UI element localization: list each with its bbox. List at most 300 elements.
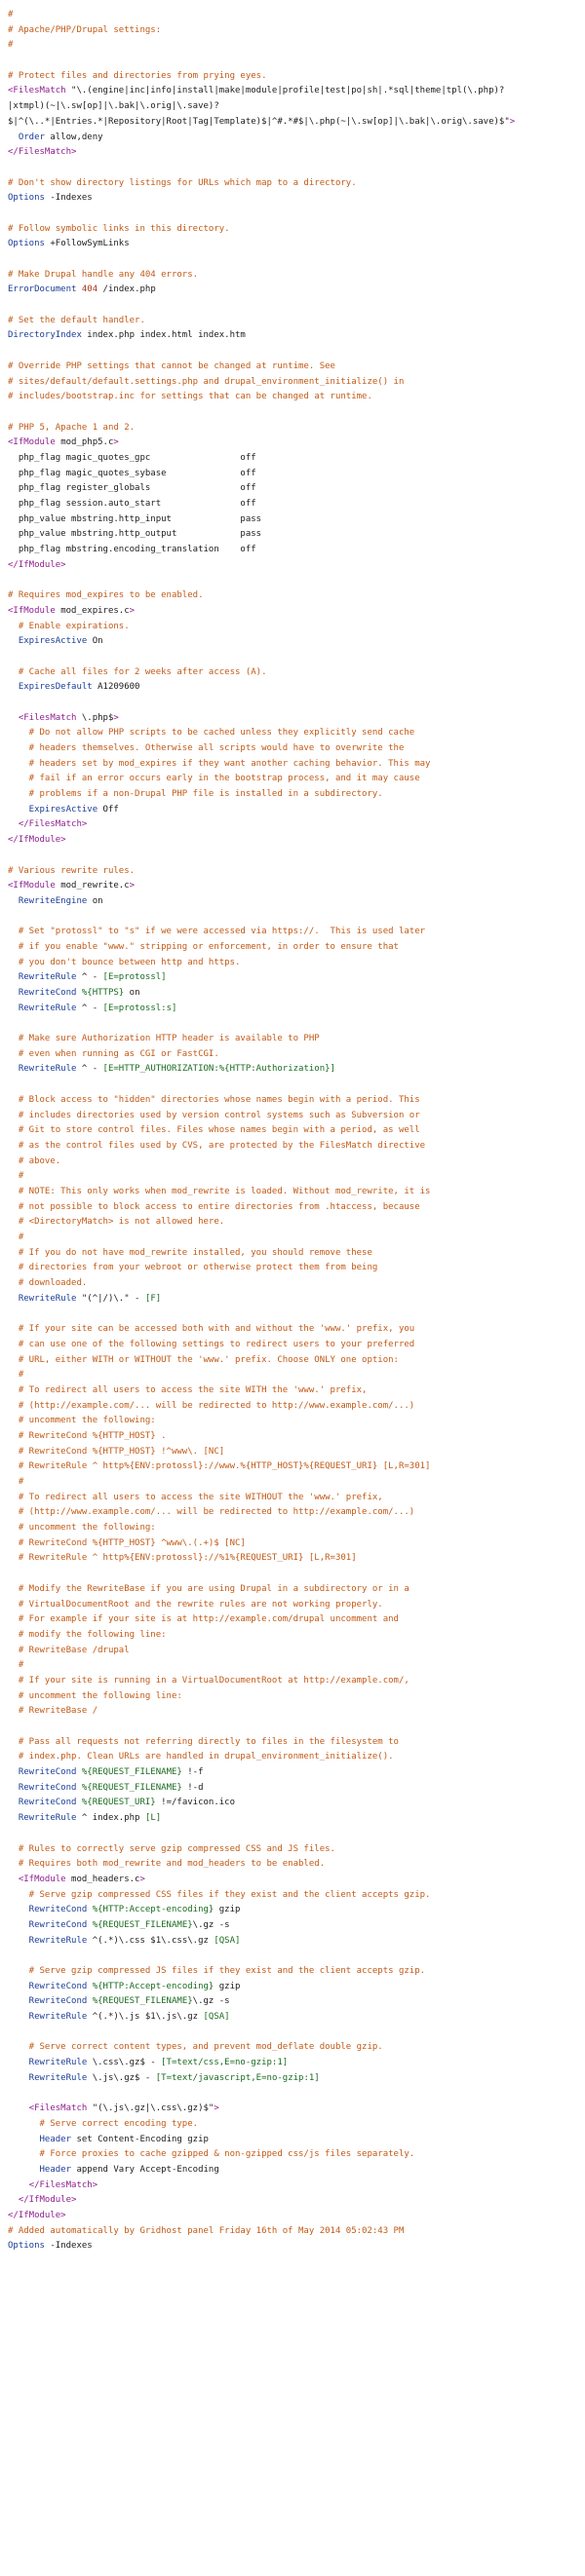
code-line: [8, 2102, 581, 2117]
code-line: [8, 1123, 581, 1139]
code-line: [8, 344, 581, 360]
code-line: [8, 1704, 581, 1720]
code-line: [8, 680, 581, 696]
plain-text: \.gz -s: [192, 1919, 230, 1930]
htaccess-code-listing: [8, 8, 581, 2254]
directive-keyword: RewriteCond: [8, 1996, 88, 2007]
plain-text: ^(.*)\.js $1\.js\.gz: [87, 2012, 204, 2023]
rewrite-variable: [L]: [144, 1813, 162, 1824]
code-line: [8, 772, 581, 787]
comment-text: # <DirectoryMatch> is not allowed here.: [8, 1217, 225, 1228]
comment-text: # Rules to correctly serve gzip compressed CSS and JS files.: [8, 1843, 335, 1854]
code-line: [8, 910, 581, 926]
plain-text: allow,deny: [44, 132, 103, 142]
code-line: [8, 2117, 581, 2133]
code-line: [8, 650, 581, 665]
comment-text: # If your site is running in a VirtualDocumentRoot at http://example.com/,: [8, 1675, 410, 1686]
code-line: [8, 131, 581, 146]
code-line: [8, 543, 581, 558]
code-line: [8, 634, 581, 650]
code-line: [8, 986, 581, 1002]
code-line: [8, 1674, 581, 1689]
plain-text: mod_rewrite.c: [55, 881, 130, 891]
comment-text: # above.: [8, 1155, 61, 1166]
plain-text: On: [87, 636, 103, 647]
code-line: [8, 864, 581, 880]
code-line: [8, 1873, 581, 1888]
code-line: [8, 970, 581, 986]
section-tag: </IfModule>: [8, 559, 66, 570]
section-tag: </IfModule>: [8, 2195, 77, 2206]
comment-text: # fail if an error occurs early in the bootstrap process, and it may cause: [8, 774, 420, 784]
rewrite-variable: %{HTTPS}: [76, 988, 125, 998]
directive-keyword: RewriteRule: [8, 972, 77, 983]
rewrite-variable: [T=text/css,E=no-gzip:1]: [161, 2058, 289, 2068]
code-line: [8, 1307, 581, 1322]
rewrite-variable: [QSA]: [214, 1935, 241, 1946]
code-line: [8, 2193, 581, 2209]
code-line: [8, 99, 581, 115]
directive-keyword: RewriteRule: [8, 2058, 88, 2068]
code-line: [8, 1964, 581, 1980]
code-line: [8, 314, 581, 329]
plain-text: gzip: [214, 1981, 241, 1991]
code-line: [8, 1612, 581, 1628]
code-line: [8, 1093, 581, 1109]
directive-keyword: RewriteCond: [8, 988, 77, 998]
code-line: [8, 787, 581, 803]
plain-text: \.gz -s: [192, 1996, 230, 2007]
directive-keyword: RewriteRule: [8, 1293, 77, 1304]
code-line: [8, 1002, 581, 1017]
comment-text: #: [8, 1660, 24, 1671]
plain-text: +FollowSymLinks: [44, 239, 130, 249]
plain-text: !-f: [181, 1767, 204, 1778]
code-line: [8, 451, 581, 467]
code-line: [8, 940, 581, 956]
plain-text: php_value mbstring.http_input pass: [8, 513, 262, 524]
comment-text: # For example if your site is at http://example.com/drupal uncomment and: [8, 1614, 399, 1625]
plain-text: set Content-Encoding gzip: [71, 2134, 209, 2144]
code-line: [8, 1292, 581, 1307]
code-line: [8, 1658, 581, 1674]
code-line: [8, 23, 581, 39]
section-tag: </FilesMatch>: [8, 819, 88, 830]
directive-keyword: Options: [8, 2241, 45, 2252]
comment-text: # Force proxies to cache gzipped & non-gzipped css/js files separately.: [8, 2149, 415, 2160]
rewrite-variable: [F]: [144, 1293, 162, 1304]
comment-text: # To redirect all users to access the site WITH the 'www.' prefix,: [8, 1384, 368, 1395]
comment-text: #: [8, 1477, 24, 1487]
comment-text: # RewriteBase /: [8, 1706, 98, 1717]
directive-keyword: Order: [8, 132, 45, 142]
code-line: [8, 817, 581, 833]
code-line: [8, 1796, 581, 1811]
code-line: [8, 1215, 581, 1231]
code-line: [8, 1644, 581, 1659]
code-line: [8, 2163, 581, 2178]
code-line: [8, 1322, 581, 1338]
code-line: [8, 527, 581, 543]
code-line: [8, 1842, 581, 1858]
code-line: [8, 1231, 581, 1246]
directive-keyword: ExpiresActive: [8, 636, 88, 647]
code-line: [8, 1445, 581, 1460]
section-tag: <IfModule: [8, 437, 56, 448]
code-line: [8, 1567, 581, 1582]
code-line: [8, 1139, 581, 1155]
code-line: [8, 1261, 581, 1276]
comment-text: # RewriteCond %{HTTP_HOST} ^www\.(.+)$ [NC]: [8, 1537, 246, 1548]
code-line: [8, 1353, 581, 1369]
comment-text: # headers set by mod_expires if they want another caching behavior. This may: [8, 758, 431, 769]
code-line: [8, 1475, 581, 1491]
code-line: [8, 1781, 581, 1797]
code-line: [8, 1338, 581, 1353]
code-line: [8, 1109, 581, 1124]
directive-keyword: RewriteCond: [8, 1767, 77, 1778]
code-line: [8, 1994, 581, 2010]
directive-keyword: DirectoryIndex: [8, 330, 82, 341]
code-line: [8, 1032, 581, 1047]
plain-text: !-d: [181, 1782, 204, 1793]
plain-text: mod_expires.c: [55, 605, 130, 616]
code-line: [8, 421, 581, 436]
code-line: [8, 1536, 581, 1552]
comment-text: #: [8, 10, 14, 19]
rewrite-variable: %{REQUEST_FILENAME}: [87, 1919, 193, 1930]
comment-text: # directories from your webroot or otherwise protect them from being: [8, 1263, 378, 1273]
code-line: [8, 237, 581, 252]
comment-text: # NOTE: This only works when mod_rewrite is loaded. Without mod_rewrite, it is: [8, 1186, 431, 1196]
code-line: [8, 2087, 581, 2102]
plain-text: php_flag magic_quotes_gpc off: [8, 452, 256, 463]
code-line: [8, 1200, 581, 1216]
code-line: [8, 1078, 581, 1093]
code-line: [8, 1980, 581, 1995]
rewrite-variable: %{REQUEST_FILENAME}: [87, 1996, 193, 2007]
code-line: [8, 741, 581, 757]
comment-text: # downloaded.: [8, 1278, 88, 1289]
rewrite-variable: [QSA]: [203, 2012, 230, 2023]
code-line: [8, 1491, 581, 1506]
code-line: [8, 497, 581, 512]
comment-text: # (http://www.example.com/... will be redirected to http://example.com/...): [8, 1507, 415, 1518]
code-line: [8, 2010, 581, 2026]
section-tag: >: [139, 1874, 145, 1884]
code-line: [8, 1689, 581, 1705]
code-line: [8, 2209, 581, 2224]
code-line: [8, 252, 581, 268]
plain-text: php_flag magic_quotes_sybase off: [8, 468, 256, 478]
comment-text: # Do not allow PHP scripts to be cached unless they explicitly send cache: [8, 728, 415, 739]
code-line: [8, 1521, 581, 1536]
rewrite-variable: [T=text/javascript,E=no-gzip:1]: [155, 2072, 320, 2083]
code-line: [8, 573, 581, 588]
code-line: [8, 1857, 581, 1873]
rewrite-variable: %{HTTP:Accept-encoding}: [87, 1981, 214, 1991]
comment-text: # Follow symbolic links in this directory.: [8, 223, 230, 234]
comment-text: # Pass all requests not referring directly to files in the filesystem to: [8, 1736, 399, 1747]
code-line: [8, 298, 581, 314]
code-line: [8, 176, 581, 192]
code-line: [8, 894, 581, 910]
code-line: [8, 8, 581, 23]
directive-keyword: RewriteEngine: [8, 895, 88, 906]
comment-text: #: [8, 1232, 24, 1242]
comment-text: # Set the default handler.: [8, 315, 145, 325]
code-line: [8, 1505, 581, 1521]
section-tag: </IfModule>: [8, 835, 66, 846]
code-line: [8, 145, 581, 161]
comment-text: # Requires both mod_rewrite and mod_headers to be enabled.: [8, 1859, 326, 1870]
comment-text: # Override PHP settings that cannot be changed at runtime. See: [8, 360, 335, 371]
comment-text: # RewriteCond %{HTTP_HOST} !^www\. [NC]: [8, 1446, 225, 1457]
directive-keyword: RewriteCond: [8, 1919, 88, 1930]
code-line: [8, 956, 581, 971]
code-line: [8, 620, 581, 635]
plain-text: append Vary Accept-Encoding: [71, 2164, 219, 2175]
code-line: [8, 54, 581, 69]
comment-text: # Cache all files for 2 weeks after access (A).: [8, 666, 267, 677]
plain-text: php_value mbstring.http_output pass: [8, 529, 262, 540]
code-line: [8, 1934, 581, 1950]
directive-keyword: RewriteCond: [8, 1782, 77, 1793]
comment-text: # includes directories used by version control systems such as Subversion or: [8, 1110, 420, 1120]
code-line: [8, 925, 581, 940]
plain-text: "(\.js\.gz|\.css\.gz)$": [87, 2103, 214, 2114]
code-line: [8, 69, 581, 85]
code-line: [8, 1399, 581, 1415]
code-line: [8, 604, 581, 620]
comment-text: # Serve gzip compressed CSS files if they exist and the client accepts gzip.: [8, 1889, 431, 1900]
directive-keyword: RewriteCond: [8, 1981, 88, 1991]
code-line: [8, 2040, 581, 2056]
comment-text: # Serve correct encoding type.: [8, 2118, 199, 2129]
comment-text: # uncomment the following:: [8, 1523, 156, 1534]
directive-keyword: RewriteRule: [8, 1935, 88, 1946]
code-line: [8, 1551, 581, 1567]
code-line: [8, 1811, 581, 1827]
code-line: [8, 115, 581, 131]
plain-text: mod_php5.c: [55, 437, 114, 448]
comment-text: # if you enable "www." stripping or enforcement, in order to ensure that: [8, 941, 399, 952]
code-line: [8, 467, 581, 482]
rewrite-variable: [E=protossl:s]: [102, 1003, 177, 1013]
code-line: [8, 2026, 581, 2041]
comment-text: # headers themselves. Otherwise all scripts would have to overwrite the: [8, 743, 405, 753]
directive-keyword: ExpiresDefault: [8, 682, 93, 693]
section-tag: >: [113, 712, 119, 723]
code-line: [8, 711, 581, 727]
plain-text: \.js\.gz$ -: [87, 2072, 156, 2083]
number-value: 404: [76, 284, 98, 295]
code-line: [8, 1735, 581, 1751]
comment-text: # If your site can be accessed both with and without the 'www.' prefix, you: [8, 1324, 415, 1335]
plain-text: gzip: [214, 1905, 241, 1915]
section-tag: >: [113, 437, 119, 448]
code-line: [8, 2071, 581, 2087]
rewrite-variable: %{REQUEST_URI}: [76, 1798, 156, 1808]
plain-text: index.php index.html index.htm: [81, 330, 246, 341]
code-line: [8, 405, 581, 421]
plain-text: ^ -: [76, 972, 103, 983]
directive-keyword: RewriteRule: [8, 1813, 77, 1824]
code-line: [8, 665, 581, 681]
code-line: [8, 2239, 581, 2254]
code-line: [8, 1169, 581, 1185]
section-tag: </IfModule>: [8, 2211, 66, 2220]
code-line: [8, 1155, 581, 1170]
comment-text: # Added automatically by Gridhost panel Friday 16th of May 2014 05:02:43 PM: [8, 2225, 405, 2236]
code-line: [8, 1383, 581, 1399]
code-line: [8, 2224, 581, 2240]
code-line: [8, 268, 581, 284]
plain-text: Off: [98, 804, 119, 814]
code-line: [8, 1888, 581, 1904]
code-line: [8, 360, 581, 375]
comment-text: # RewriteBase /drupal: [8, 1645, 130, 1655]
directive-keyword: RewriteCond: [8, 1905, 88, 1915]
section-tag: <FilesMatch: [8, 2103, 88, 2114]
comment-text: # Git to store control files. Files whose names begin with a period, as well: [8, 1125, 420, 1136]
code-line: [8, 1368, 581, 1383]
code-line: [8, 1185, 581, 1200]
comment-text: # as the control files used by CVS, are protected by the FilesMatch directive: [8, 1140, 426, 1151]
directive-keyword: RewriteRule: [8, 1064, 77, 1075]
directive-keyword: RewriteRule: [8, 2012, 88, 2023]
code-line: [8, 1750, 581, 1765]
comment-text: #: [8, 1370, 24, 1381]
rewrite-variable: [E=HTTP_AUTHORIZATION:%{HTTP:Authorization}]: [102, 1064, 335, 1075]
rewrite-variable: %{REQUEST_FILENAME}: [76, 1767, 182, 1778]
comment-text: # includes/bootstrap.inc for settings that can be changed at runtime.: [8, 392, 372, 402]
section-tag: >: [129, 881, 136, 891]
code-line: [8, 375, 581, 391]
plain-text: mod_headers.c: [65, 1874, 140, 1884]
code-line: [8, 1246, 581, 1262]
code-line: [8, 757, 581, 773]
plain-text: A1209600: [92, 682, 140, 693]
rewrite-variable: %{HTTP:Accept-encoding}: [87, 1905, 214, 1915]
directive-keyword: RewriteCond: [8, 1798, 77, 1808]
plain-text: php_flag session.auto_start off: [8, 499, 256, 509]
section-tag: >: [214, 2103, 219, 2114]
plain-text: |xtmpl)(~|\.sw[op]|\.bak|\.orig|\.save)?: [8, 101, 219, 112]
plain-text: $|^(\..*|Entries.*|Repository|Root|Tag|Template)$|^#.*#$|\.php(~|\.sw[op]|\.bak|\.orig\.save)$": [8, 116, 510, 127]
comment-text: # If you do not have mod_rewrite installed, you should remove these: [8, 1247, 372, 1258]
code-line: [8, 38, 581, 54]
comment-text: # PHP 5, Apache 1 and 2.: [8, 422, 136, 433]
directive-keyword: Header: [8, 2164, 72, 2175]
code-line: [8, 1628, 581, 1644]
section-tag: </FilesMatch>: [8, 2179, 98, 2190]
comment-text: # you don't bounce between http and https.: [8, 957, 241, 967]
directive-keyword: RewriteRule: [8, 1003, 77, 1013]
comment-text: # Modify the RewriteBase if you are using Drupal in a subdirectory or in a: [8, 1583, 410, 1594]
comment-text: # Protect files and directories from prying eyes.: [8, 70, 267, 81]
code-line: [8, 1414, 581, 1429]
plain-text: on: [87, 895, 103, 906]
plain-text: ^ -: [76, 1064, 103, 1075]
directive-keyword: RewriteRule: [8, 2072, 88, 2083]
code-line: [8, 1720, 581, 1735]
directive-keyword: ErrorDocument: [8, 284, 77, 295]
code-line: [8, 696, 581, 711]
comment-text: # Various rewrite rules.: [8, 865, 136, 876]
code-line: [8, 1582, 581, 1598]
section-tag: <FilesMatch: [8, 712, 77, 723]
comment-text: # To redirect all users to access the site WITHOUT the 'www.' prefix,: [8, 1492, 383, 1502]
code-line: [8, 849, 581, 864]
comment-text: # VirtualDocumentRoot and the rewrite rules are not working properly.: [8, 1599, 383, 1610]
directive-keyword: Header: [8, 2134, 72, 2144]
comment-text: # problems if a non-Drupal PHP file is installed in a subdirectory.: [8, 789, 383, 800]
code-line: [8, 558, 581, 574]
section-tag: </FilesMatch>: [8, 147, 77, 158]
code-line: [8, 1827, 581, 1842]
code-line: [8, 207, 581, 222]
code-line: [8, 1016, 581, 1032]
code-line: [8, 1459, 581, 1475]
code-line: [8, 1062, 581, 1078]
plain-text: \.php$: [76, 712, 114, 723]
plain-text: "\.(engine|inc|info|install|make|module|profile|test|po|sh|.*sql|theme|tpl(\.php)?: [65, 86, 505, 96]
comment-text: # not possible to block access to entire directories from .htaccess, because: [8, 1201, 420, 1212]
plain-text: ^ index.php: [76, 1813, 145, 1824]
comment-text: # URL, either WITH or WITHOUT the 'www.' prefix. Choose ONLY one option:: [8, 1354, 399, 1365]
comment-text: # modify the following line:: [8, 1629, 167, 1640]
code-line: [8, 390, 581, 405]
comment-text: # even when running as CGI or FastCGI.: [8, 1048, 219, 1059]
comment-text: # Set "protossl" to "s" if we were accessed via https://. This is used later: [8, 927, 426, 937]
code-line: [8, 1276, 581, 1292]
section-tag: <IfModule: [8, 881, 56, 891]
code-line: [8, 803, 581, 818]
code-line: [8, 1903, 581, 1918]
code-line: [8, 588, 581, 604]
code-line: [8, 1949, 581, 1964]
comment-text: # sites/default/default.settings.php and drupal_environment_initialize() in: [8, 376, 405, 387]
code-line: [8, 879, 581, 894]
comment-text: # Apache/PHP/Drupal settings:: [8, 24, 162, 35]
comment-text: # Requires mod_expires to be enabled.: [8, 590, 204, 601]
comment-text: # RewriteRule ^ http%{ENV:protossl}://%1%{REQUEST_URI} [L,R=301]: [8, 1553, 357, 1564]
section-tag: <IfModule: [8, 1874, 66, 1884]
code-line: [8, 1429, 581, 1445]
plain-text: php_flag register_globals off: [8, 483, 256, 494]
code-line: [8, 1765, 581, 1781]
comment-text: # Enable expirations.: [8, 621, 130, 631]
comment-text: # uncomment the following line:: [8, 1690, 182, 1701]
code-line: [8, 481, 581, 497]
code-line: [8, 84, 581, 99]
section-tag: <FilesMatch: [8, 86, 66, 96]
code-line: [8, 436, 581, 451]
comment-text: # index.php. Clean URLs are handled in drupal_environment_initialize().: [8, 1752, 394, 1762]
comment-text: #: [8, 40, 14, 51]
code-line: [8, 222, 581, 238]
directive-keyword: Options: [8, 193, 45, 204]
plain-text: php_flag mbstring.encoding_translation off: [8, 545, 256, 555]
code-line: [8, 726, 581, 741]
plain-text: "(^|/)\." -: [76, 1293, 145, 1304]
plain-text: ^(.*)\.css $1\.css\.gz: [87, 1935, 214, 1946]
comment-text: # RewriteRule ^ http%{ENV:protossl}://www.%{HTTP_HOST}%{REQUEST_URI} [L,R=301]: [8, 1461, 431, 1472]
code-line: [8, 283, 581, 298]
code-line: [8, 1047, 581, 1063]
plain-text: /index.php: [98, 284, 156, 295]
